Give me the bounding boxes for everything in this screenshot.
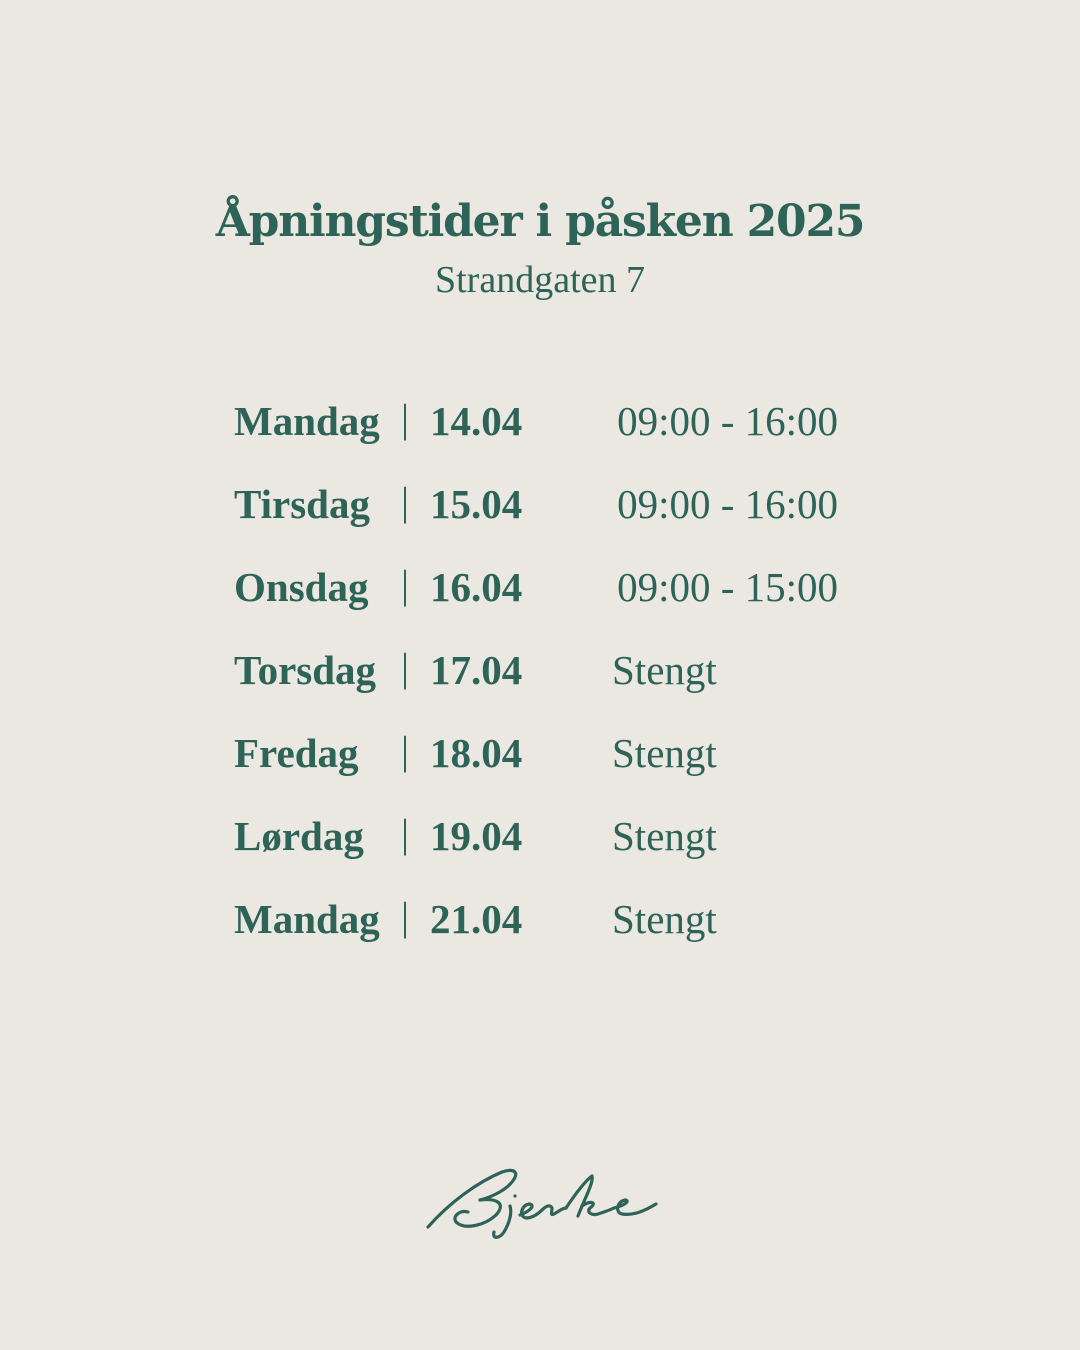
schedule-separator: | xyxy=(401,811,410,856)
schedule-date: 18.04 xyxy=(430,730,523,776)
schedule-day: Fredag xyxy=(234,730,359,776)
schedule-day: Lørdag xyxy=(234,813,364,859)
schedule-day: Torsdag xyxy=(234,647,377,693)
page-subtitle-address: Strandgaten 7 xyxy=(434,259,645,301)
schedule-row xyxy=(234,558,854,641)
schedule-hours: 09:00 - 15:00 xyxy=(617,564,838,610)
schedule-hours: Stengt xyxy=(612,647,717,693)
schedule-hours: 09:00 - 16:00 xyxy=(617,481,838,527)
schedule-day: Onsdag xyxy=(234,564,369,610)
schedule-separator: | xyxy=(401,562,410,607)
schedule-date: 14.04 xyxy=(430,398,523,444)
schedule-row xyxy=(234,475,854,558)
schedule-separator: | xyxy=(401,396,410,441)
schedule-separator: | xyxy=(401,479,410,524)
opening-hours-schedule xyxy=(234,392,854,973)
schedule-hours: Stengt xyxy=(612,730,717,776)
schedule-date: 17.04 xyxy=(430,647,523,693)
schedule-separator: | xyxy=(401,894,410,939)
schedule-day: Mandag xyxy=(234,896,380,942)
schedule-hours: Stengt xyxy=(612,896,717,942)
schedule-date: 15.04 xyxy=(430,481,523,527)
schedule-row xyxy=(234,807,854,890)
schedule-hours: 09:00 - 16:00 xyxy=(617,398,838,444)
schedule-row xyxy=(234,724,854,807)
schedule-date: 19.04 xyxy=(430,813,523,859)
schedule-day: Mandag xyxy=(234,398,380,444)
schedule-separator: | xyxy=(401,728,410,773)
page-title: Åpningstider i påsken 2025 xyxy=(215,196,865,247)
schedule-row xyxy=(234,641,854,724)
schedule-date: 21.04 xyxy=(430,896,523,942)
schedule-day: Tirsdag xyxy=(234,481,370,527)
schedule-separator: | xyxy=(401,645,410,690)
bjerke-logo xyxy=(420,1160,660,1250)
schedule-row xyxy=(234,392,854,475)
schedule-date: 16.04 xyxy=(430,564,523,610)
schedule-row xyxy=(234,890,854,973)
schedule-hours: Stengt xyxy=(612,813,717,859)
header xyxy=(0,190,1080,302)
